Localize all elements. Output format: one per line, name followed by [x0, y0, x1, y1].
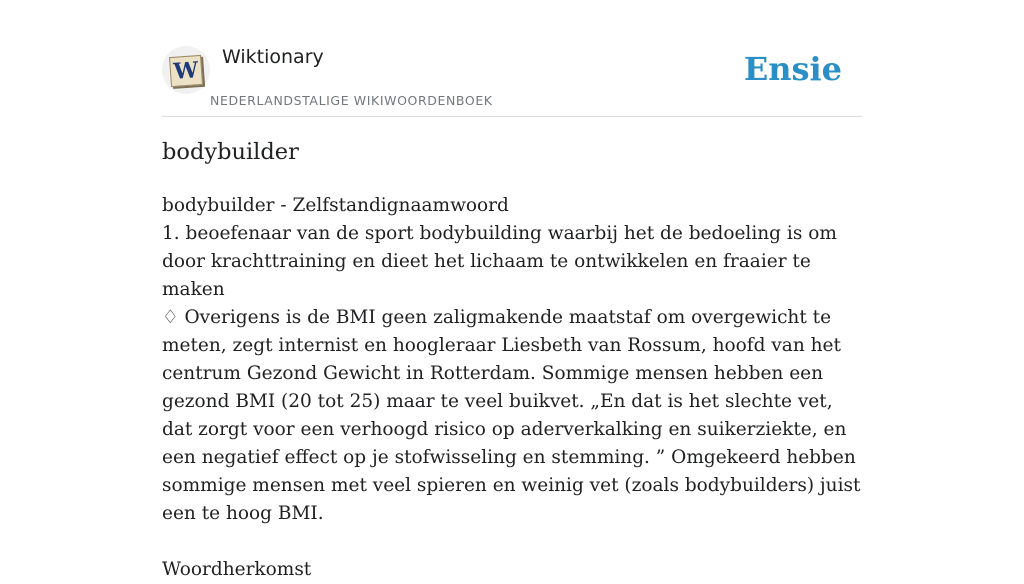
site-title[interactable]: Wiktionary	[222, 46, 324, 68]
wiktionary-logo[interactable]	[162, 46, 210, 94]
ensie-logo[interactable]: Ensie	[743, 50, 842, 88]
definition: 1. beoefenaar van de sport bodybuilding waarbij het de bedoeling is om door krachttraining en dieet het lichaam te ontwikkelen en fraaier te maken	[162, 223, 837, 300]
etymology-heading: Woordherkomst	[162, 559, 312, 580]
word-class: bodybuilder - Zelfstandignaamwoord	[162, 195, 509, 216]
entry-content	[162, 192, 867, 584]
site-header	[162, 44, 862, 117]
example-quote: ♢ Overigens is de BMI geen zaligmakende maatstaf om overgewicht te meten, zegt internist en hoogleraar Liesbeth van Rossum, hoofd van het centrum Gezond Gewicht in Rotterdam. Sommige mensen hebben een gezond BMI (20 tot 25) maar te veel buikvet. „En dat is het slechte vet, dat zorgt voor een verhoogd risico op aderverkalking en suikerziekte, en een negatief effect op je stofwisseling en stemming. ” Omgekeerd hebben sommige mensen met veel spieren en weinig vet (zoals bodybuilders) juist een te hoog BMI.	[162, 307, 861, 524]
wiktionary-tile-icon: W	[169, 55, 203, 87]
site-subtitle: NEDERLANDSTALIGE WIKIWOORDENBOEK	[210, 93, 493, 108]
page-title: bodybuilder	[162, 139, 299, 165]
